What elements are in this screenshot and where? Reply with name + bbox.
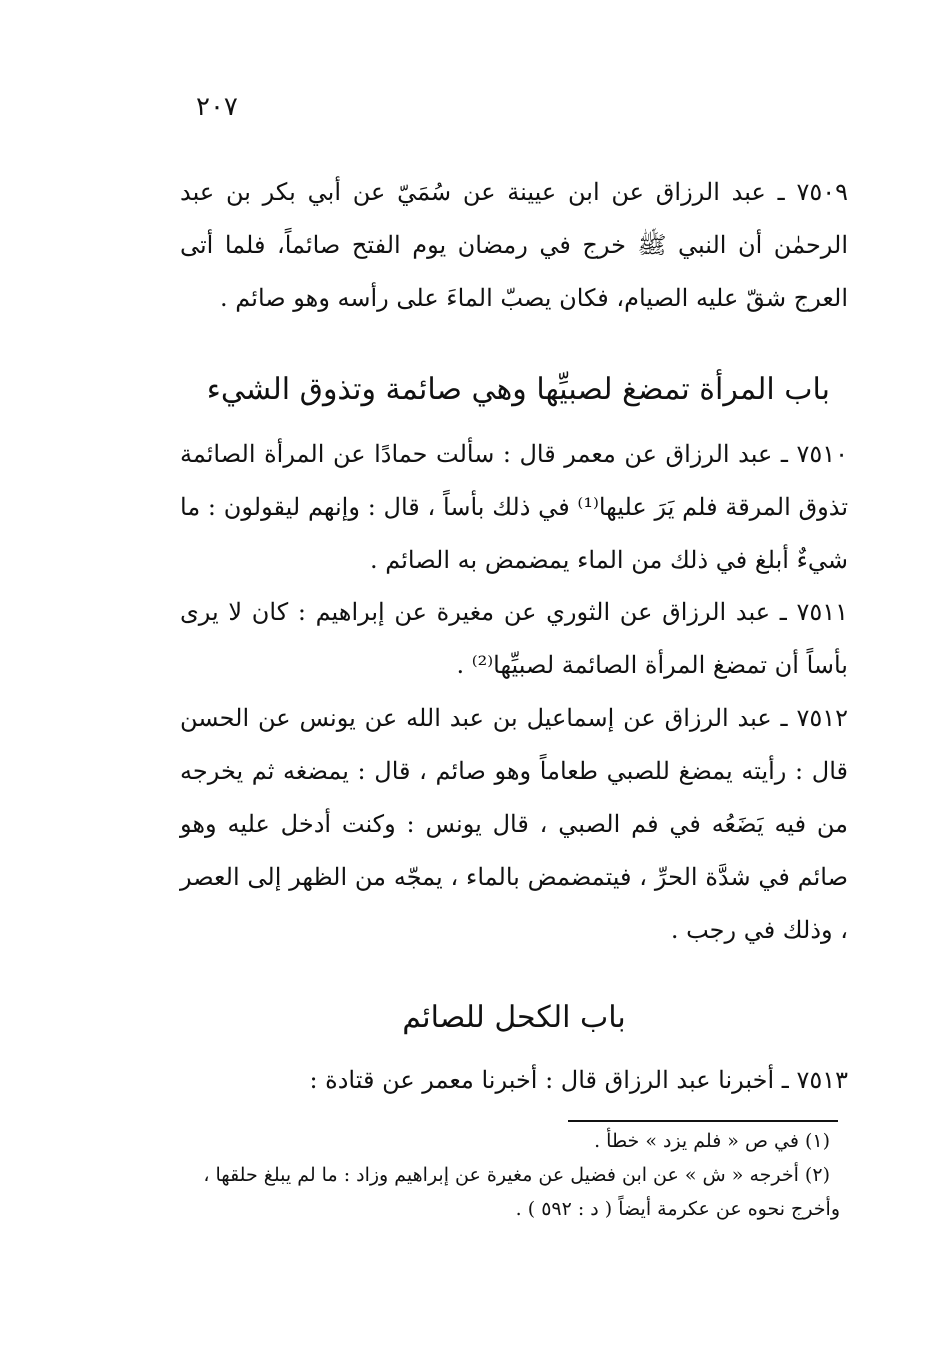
hadith-7513: ٧٥١٣ ـ أخبرنا عبد الرزاق قال : أخبرنا معمر عن قتادة : — [309, 1066, 848, 1094]
footnote-2: (٢) أخرجه « ش » عن ابن فضيل عن مغيرة عن إبراهيم وزاد : ما لم يبلغ حلقها ، — [203, 1164, 830, 1186]
chapter-heading-kohl: باب الكحل للصائم — [402, 1000, 626, 1035]
hadith-7512: ٧٥١٢ ـ عبد الرزاق عن إسماعيل بن عبد الله عن يونس عن الحسن قال : رأيته يمضغ للصبي طعاماً وهو صائم ، قال : يمضغه ثم يخرجه من فيه يَضَعُه في فم الصبي ، قال يونس : وكنت أدخل عليه وهو صائم في شدَّة الحرِّ ، فيتمضمض بالماء ، يمجّه من الظهر إلى العصر ، وذلك في رجب . — [180, 704, 848, 944]
hadith-7509: ٧٥٠٩ ـ عبد الرزاق عن ابن عيينة عن سُمَيّ عن أبي بكر بن عبد الرحمٰن أن النبي ﷺ خرج في رمضان يوم الفتح صائماً، فلما أتى العرج شقّ عليه الصيام، فكان يصبّ الماءَ على رأسه وهو صائم . — [180, 178, 848, 312]
hadith-7510: ٧٥١٠ ـ عبد الرزاق عن معمر قال : سألت حمادًا عن المرأة الصائمة تذوق المرقة فلم يَرَ عليها⁽¹⁾ في ذلك بأساً ، قال : وإنهم ليقولون : ما شيءٌ أبلغ في ذلك من الماء يمضمض به الصائم . — [180, 440, 849, 574]
footnotes — [180, 1124, 848, 1226]
footnote-1: (١) في ص « فلم يزد » خطأ . — [594, 1130, 830, 1152]
chapter-heading-woman-chewing: باب المرأة تمضغ لصبيِّها وهي صائمة وتذوق الشيء — [206, 372, 830, 407]
hadith-7511: ٧٥١١ ـ عبد الرزاق عن الثوري عن مغيرة عن إبراهيم : كان لا يرى بأساً أن تمضغ المرأة الصائمة لصبيِّها⁽²⁾ . — [180, 598, 848, 679]
footnote-2-continued: وأخرج نحوه عن عكرمة أيضاً ( د : ٥٩٢ ) . — [515, 1198, 840, 1220]
footnote-divider — [568, 1120, 838, 1122]
page-number: ٢٠٧ — [196, 92, 238, 122]
